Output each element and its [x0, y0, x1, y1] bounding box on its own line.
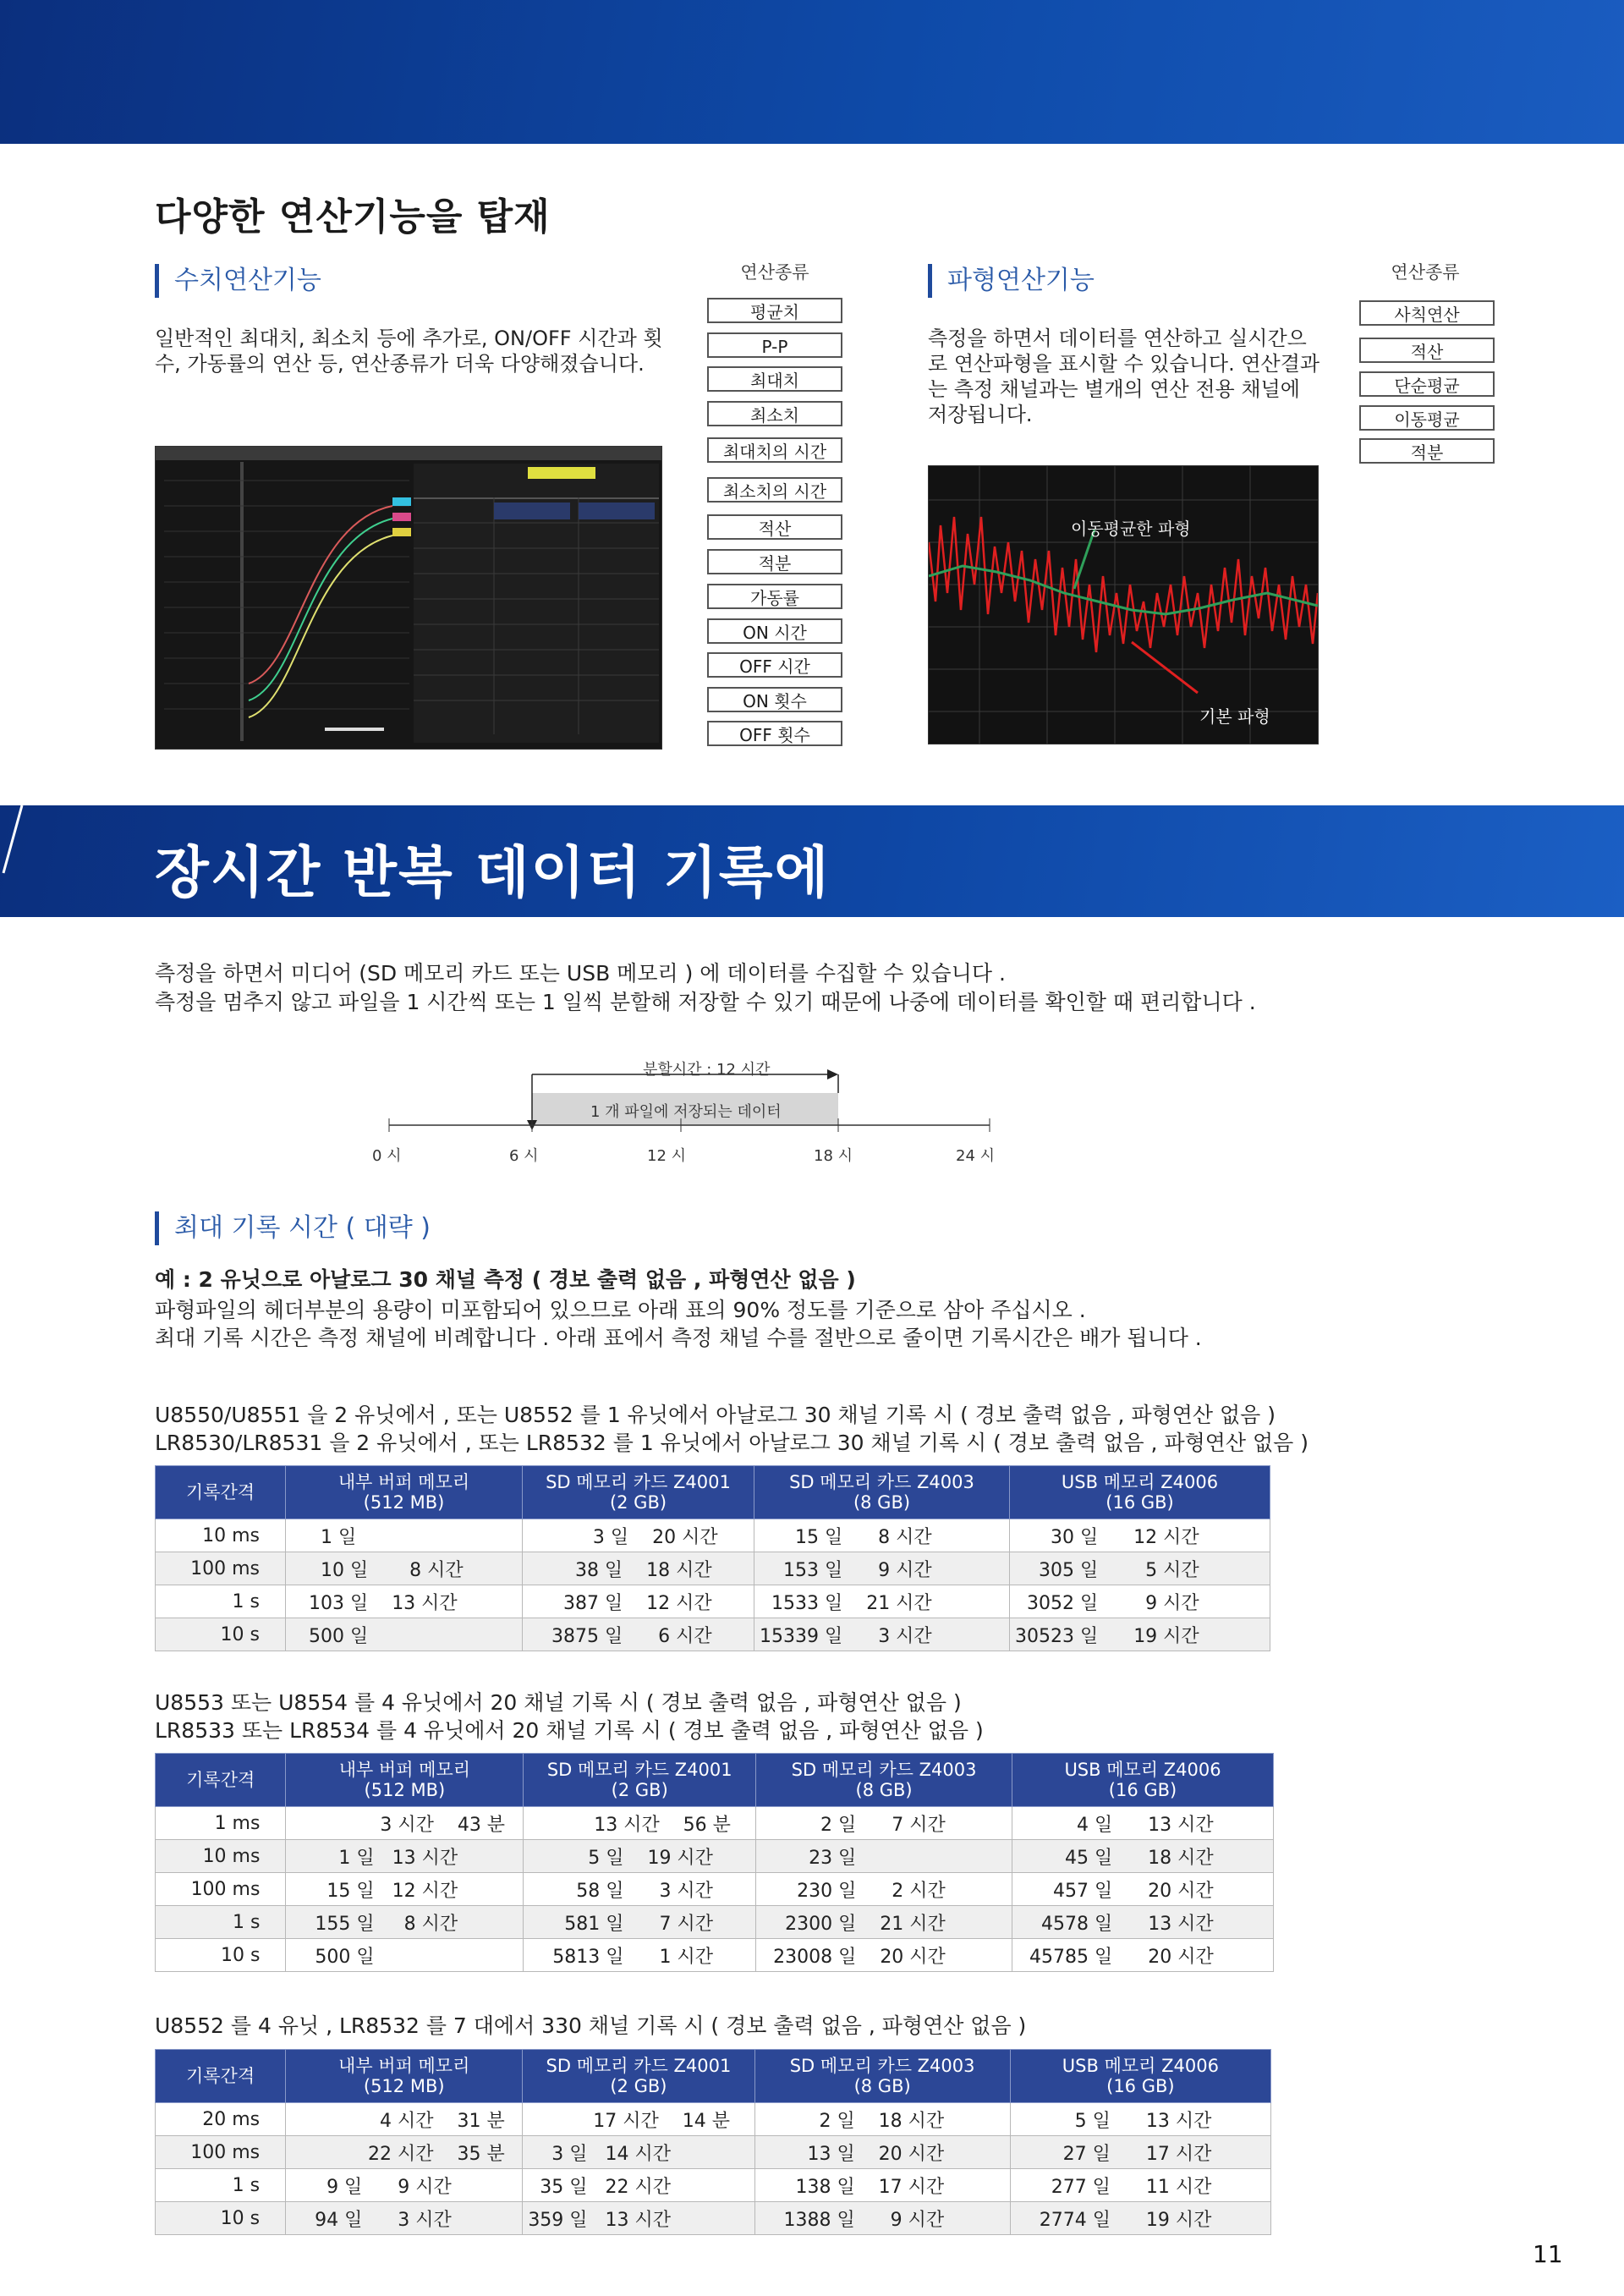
kind-item: 적산: [1359, 338, 1495, 363]
kind-item: 최소치의 시간: [707, 477, 842, 503]
column-header: USB 메모리 Z4006 (16 GB): [1010, 1466, 1270, 1519]
duration-cell: 3 일 20 시간: [523, 1519, 754, 1552]
duration-cell: 30523 일 19 시간: [1010, 1618, 1270, 1651]
duration-cell: 3052 일 9 시간: [1010, 1585, 1270, 1618]
duration-cell: 22 시간 35 분: [286, 2136, 523, 2169]
split-timeline-diagram: [338, 1057, 1015, 1167]
page-title: 다양한 연산기능을 탑재: [155, 195, 551, 239]
duration-cell: 153 일 9 시간: [754, 1552, 1010, 1585]
duration-cell: 45 일 18 시간: [1012, 1840, 1274, 1873]
interval-cell: 10 s: [156, 1618, 286, 1651]
column-header: 기록간격: [156, 2050, 286, 2103]
column-header: 내부 버퍼 메모리 (512 MB): [286, 1754, 524, 1807]
description-line: 측정을 하면서 데이터를 연산하고 실시간으: [928, 327, 1307, 350]
caption-line: U8550/U8551 을 2 유닛에서 , 또는 U8552 를 1 유닛에서 아날로그 30 채널 기록 시 ( 경보 출력 없음 , 파형연산 없음 ): [155, 1403, 1276, 1427]
numeric-calc-screenshot: [155, 446, 662, 750]
duration-cell: 4 시간 31 분: [286, 2103, 523, 2136]
duration-cell: 4578 일 13 시간: [1012, 1906, 1274, 1939]
max-record-heading: 최대 기록 시간 ( 대략 ): [155, 1211, 431, 1245]
interval-cell: 100 ms: [156, 1873, 286, 1906]
caption-line: LR8530/LR8531 을 2 유닛에서 , 또는 LR8532 를 1 유닛에서 아날로그 30 채널 기록 시 ( 경보 출력 없음 , 파형연산 없음 ): [155, 1431, 1309, 1455]
numeric-calc-description: [155, 326, 679, 376]
caption-line: LR8533 또는 LR8534 를 4 유닛에서 20 채널 기록 시 ( 경보 출력 없음 , 파형연산 없음 ): [155, 1718, 984, 1743]
kind-item: P-P: [707, 332, 842, 358]
tick-label: 6 시: [509, 1147, 539, 1165]
caption-line: U8553 또는 U8554 를 4 유닛에서 20 채널 기록 시 ( 경보 출력 없음 , 파형연산 없음 ): [155, 1690, 962, 1715]
table-row: [156, 2136, 1271, 2169]
file-data-label: 1 개 파일에 저장되는 데이터: [590, 1103, 782, 1121]
column-header: SD 메모리 카드 Z4001 (2 GB): [524, 1754, 756, 1807]
duration-cell: 3 시간 43 분: [286, 1807, 524, 1840]
table-row: [156, 1873, 1274, 1906]
kind-item: 최대치의 시간: [707, 437, 842, 463]
interval-cell: 1 ms: [156, 1807, 286, 1840]
duration-cell: 5813 일 1 시간: [524, 1939, 756, 1972]
intro-line: 측정을 멈추지 않고 파일을 1 시간씩 또는 1 일씩 분할해 저장할 수 있기 때문에 나중에 데이터를 확인할 때 편리합니다 .: [155, 990, 1256, 1014]
example-text: 예 : 2 유닛으로 아날로그 30 채널 측정 ( 경보 출력 없음 , 파형연산 없음 ): [155, 1267, 856, 1292]
section-title: 장시간 반복 데이터 기록에: [155, 840, 831, 905]
duration-cell: 13 일 20 시간: [754, 2136, 1010, 2169]
intro-line: 측정을 하면서 미디어 (SD 메모리 카드 또는 USB 메모리 ) 에 데이터를 수집할 수 있습니다 .: [155, 961, 1006, 986]
column-header: SD 메모리 카드 Z4003 (8 GB): [754, 2050, 1010, 2103]
duration-cell: 17 시간 14 분: [523, 2103, 754, 2136]
duration-cell: 23008 일 20 시간: [756, 1939, 1012, 1972]
base-waveform-label: 기본 파형: [1199, 706, 1270, 727]
duration-cell: 1 일: [286, 1519, 523, 1552]
duration-cell: 359 일 13 시간: [523, 2202, 754, 2235]
interval-cell: 10 ms: [156, 1840, 286, 1873]
table-row: [156, 1552, 1270, 1585]
waveform-screen-graphic: [929, 466, 1318, 744]
column-header: SD 메모리 카드 Z4001 (2 GB): [523, 2050, 754, 2103]
duration-cell: 581 일 7 시간: [524, 1906, 756, 1939]
table-row: [156, 2103, 1271, 2136]
duration-cell: 500 일: [286, 1939, 524, 1972]
column-header: SD 메모리 카드 Z4001 (2 GB): [523, 1466, 754, 1519]
table-row: [156, 1519, 1270, 1552]
split-time-label: 분할시간 : 12 시간: [643, 1061, 771, 1079]
numeric-calc-heading: 수치연산기능: [155, 264, 321, 298]
note-line: 최대 기록 시간은 측정 채널에 비례합니다 . 아래 표에서 측정 채널 수를 절반으로 줄이면 기록시간은 배가 됩니다 .: [155, 1326, 1202, 1350]
waveform-calc-heading: 파형연산기능: [928, 264, 1095, 298]
duration-cell: 2 일 7 시간: [756, 1807, 1012, 1840]
record-time-table-1: [155, 1465, 1270, 1651]
description-line: 로 연산파형을 표시할 수 있습니다. 연산결과: [928, 352, 1320, 376]
duration-cell: 138 일 17 시간: [754, 2169, 1010, 2202]
table-header-row: [156, 1754, 1274, 1807]
table-caption: [155, 1689, 984, 1744]
description-line: 일반적인 최대치, 최소치 등에 추가로, ON/OFF 시간과 횟: [155, 327, 663, 350]
duration-cell: 9 일 9 시간: [286, 2169, 523, 2202]
kind-item: 적산: [707, 514, 842, 540]
duration-cell: 30 일 12 시간: [1010, 1519, 1270, 1552]
table-header-row: [156, 2050, 1271, 2103]
notes: [155, 1296, 1202, 1352]
interval-cell: 10 ms: [156, 1519, 286, 1552]
interval-cell: 1 s: [156, 1906, 286, 1939]
numeric-kinds-label: 연산종류: [740, 262, 809, 283]
duration-cell: 103 일 13 시간: [286, 1585, 523, 1618]
kind-item: ON 시간: [707, 618, 842, 644]
column-header: SD 메모리 카드 Z4003 (8 GB): [754, 1466, 1010, 1519]
caption-line: U8552 를 4 유닛 , LR8532 를 7 대에서 330 채널 기록 시 ( 경보 출력 없음 , 파형연산 없음 ): [155, 2013, 1027, 2038]
duration-cell: 2774 일 19 시간: [1010, 2202, 1270, 2235]
kind-item: 단순평균: [1359, 371, 1495, 397]
table-row: [156, 1807, 1274, 1840]
kind-item: OFF 시간: [707, 652, 842, 678]
kind-item: 최대치: [707, 366, 842, 392]
tick-label: 18 시: [814, 1147, 853, 1165]
table-row: [156, 1585, 1270, 1618]
duration-cell: 10 일 8 시간: [286, 1552, 523, 1585]
duration-cell: 155 일 8 시간: [286, 1906, 524, 1939]
duration-cell: 387 일 12 시간: [523, 1585, 754, 1618]
column-header: 기록간격: [156, 1466, 286, 1519]
duration-cell: 15 일 12 시간: [286, 1873, 524, 1906]
interval-cell: 10 s: [156, 2202, 286, 2235]
duration-cell: 45785 일 20 시간: [1012, 1939, 1274, 1972]
kind-item: 적분: [707, 549, 842, 574]
tick-label: 12 시: [647, 1147, 687, 1165]
duration-cell: 305 일 5 시간: [1010, 1552, 1270, 1585]
column-header: 내부 버퍼 메모리 (512 MB): [286, 2050, 523, 2103]
table-row: [156, 2169, 1271, 2202]
duration-cell: 2300 일 21 시간: [756, 1906, 1012, 1939]
description-line: 수, 가동률의 연산 등, 연산종류가 더욱 다양해졌습니다.: [155, 352, 645, 376]
duration-cell: 94 일 3 시간: [286, 2202, 523, 2235]
table-header-row: [156, 1466, 1270, 1519]
waveform-screenshot: [928, 465, 1319, 744]
record-time-table-2: [155, 1753, 1274, 1972]
interval-cell: 1 s: [156, 2169, 286, 2202]
duration-cell: 4 일 13 시간: [1012, 1807, 1274, 1840]
kind-item: 가동률: [707, 584, 842, 609]
table-row: [156, 1618, 1270, 1651]
duration-cell: 5 일 19 시간: [524, 1840, 756, 1873]
column-header: 내부 버퍼 메모리 (512 MB): [286, 1466, 523, 1519]
duration-cell: 58 일 3 시간: [524, 1873, 756, 1906]
table-caption: [155, 1401, 1309, 1457]
duration-cell: 1533 일 21 시간: [754, 1585, 1010, 1618]
banner-slash-icon: [0, 805, 34, 917]
duration-cell: 5 일 13 시간: [1010, 2103, 1270, 2136]
column-header: SD 메모리 카드 Z4003 (8 GB): [756, 1754, 1012, 1807]
table-caption: [155, 2012, 1026, 2040]
column-header: 기록간격: [156, 1754, 286, 1807]
moving-average-label: 이동평균한 파형: [1071, 519, 1191, 539]
description-line: 저장됩니다.: [928, 403, 1033, 426]
note-line: 파형파일의 헤더부분의 용량이 미포함되어 있으므로 아래 표의 90% 정도를 기준으로 삼아 주십시오 .: [155, 1298, 1086, 1322]
column-header: USB 메모리 Z4006 (16 GB): [1012, 1754, 1274, 1807]
duration-cell: 15 일 8 시간: [754, 1519, 1010, 1552]
kind-item: 최소치: [707, 401, 842, 426]
duration-cell: 35 일 22 시간: [523, 2169, 754, 2202]
record-time-table-3: [155, 2049, 1271, 2235]
table-row: [156, 2202, 1271, 2235]
duration-cell: 1388 일 9 시간: [754, 2202, 1010, 2235]
table-row: [156, 1939, 1274, 1972]
duration-cell: 27 일 17 시간: [1010, 2136, 1270, 2169]
description-line: 는 측정 채널과는 별개의 연산 전용 채널에: [928, 377, 1300, 401]
duration-cell: 3875 일 6 시간: [523, 1618, 754, 1651]
interval-cell: 100 ms: [156, 2136, 286, 2169]
interval-cell: 10 s: [156, 1939, 286, 1972]
duration-cell: 3 일 14 시간: [523, 2136, 754, 2169]
table-row: [156, 1906, 1274, 1939]
interval-cell: 20 ms: [156, 2103, 286, 2136]
tick-label: 24 시: [956, 1147, 996, 1165]
tick-label: 0 시: [372, 1147, 402, 1165]
duration-cell: 23 일: [756, 1840, 1012, 1873]
waveform-kinds-label: 연산종류: [1391, 262, 1460, 283]
duration-cell: 13 시간 56 분: [524, 1807, 756, 1840]
duration-cell: 277 일 11 시간: [1010, 2169, 1270, 2202]
table-row: [156, 1840, 1274, 1873]
duration-cell: 38 일 18 시간: [523, 1552, 754, 1585]
numeric-calc-screen-graphic: [156, 447, 661, 749]
kind-item: 평균치: [707, 298, 842, 323]
column-header: USB 메모리 Z4006 (16 GB): [1010, 2050, 1270, 2103]
duration-cell: 15339 일 3 시간: [754, 1618, 1010, 1651]
top-banner: [0, 0, 1624, 144]
kind-item: ON 횟수: [707, 687, 842, 712]
duration-cell: 230 일 2 시간: [756, 1873, 1012, 1906]
duration-cell: 500 일: [286, 1618, 523, 1651]
interval-cell: 100 ms: [156, 1552, 286, 1585]
duration-cell: 2 일 18 시간: [754, 2103, 1010, 2136]
intro-text: [155, 959, 1256, 1017]
kind-item: OFF 횟수: [707, 721, 842, 746]
kind-item: 적분: [1359, 438, 1495, 464]
duration-cell: 457 일 20 시간: [1012, 1873, 1274, 1906]
page-number: 11: [1533, 2240, 1563, 2268]
kind-item: 이동평균: [1359, 405, 1495, 431]
duration-cell: 1 일 13 시간: [286, 1840, 524, 1873]
waveform-calc-description: [928, 326, 1368, 427]
kind-item: 사칙연산: [1359, 300, 1495, 326]
interval-cell: 1 s: [156, 1585, 286, 1618]
